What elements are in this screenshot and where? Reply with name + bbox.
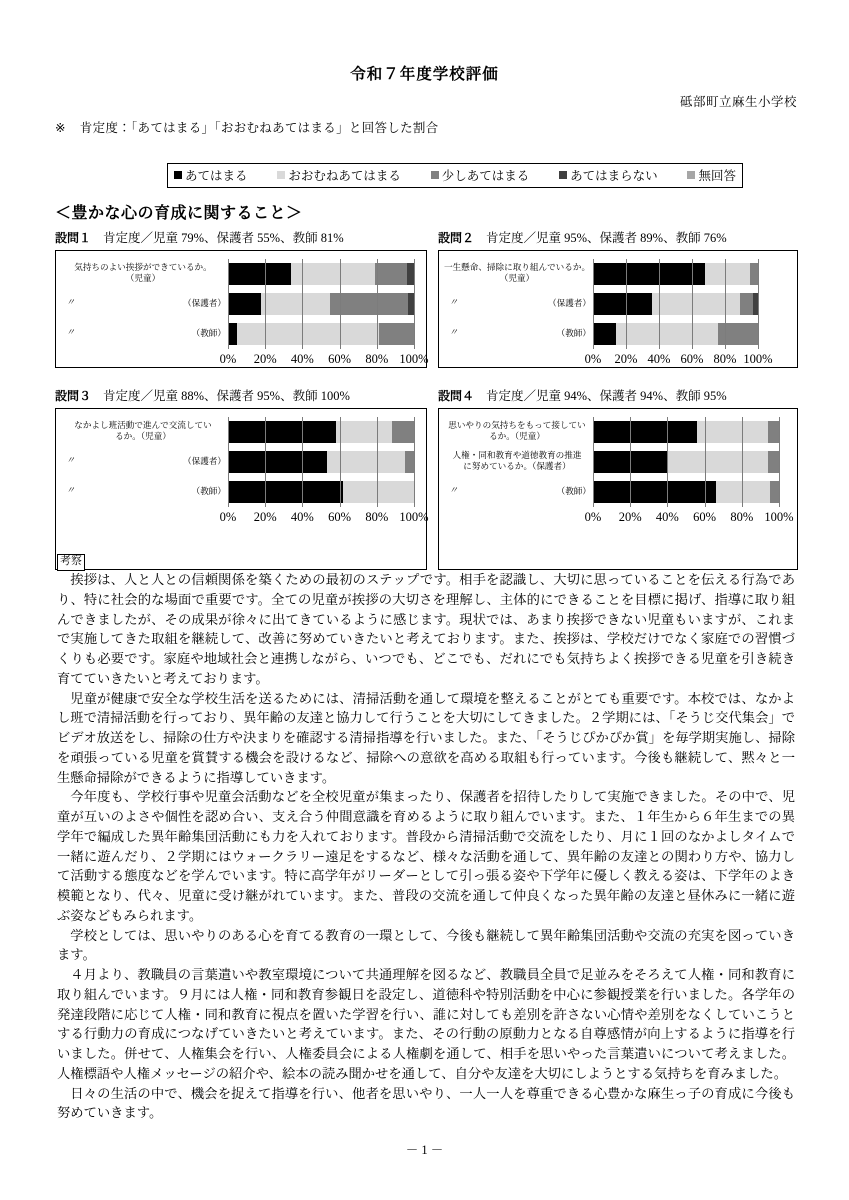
chart-row (60, 477, 420, 507)
bar-segment (593, 451, 667, 473)
chart-row-label (443, 298, 593, 309)
respondent-group: （保護者） (183, 456, 226, 467)
chart-block-q4 (438, 386, 798, 570)
bar-segment (237, 323, 378, 345)
stacked-bar (593, 263, 758, 285)
bar-segment (593, 481, 716, 503)
axis-tick-label: 0% (219, 352, 237, 366)
chart-x-axis (219, 510, 429, 528)
ditto-mark: 〃 (66, 486, 76, 497)
question-summary: 肯定度／児童 95%、保護者 89%、教師 76% (486, 231, 727, 245)
stacked-bar (593, 293, 758, 315)
chart-row (443, 319, 791, 349)
bar-segment (768, 421, 779, 443)
bar-segment (705, 263, 750, 285)
consideration-body (57, 570, 795, 1123)
bar-area (593, 447, 791, 477)
bar-area (228, 259, 420, 289)
question-summary: 肯定度／児童 88%、保護者 95%、教師 100% (103, 389, 350, 403)
axis-tick-label: 60% (693, 510, 717, 524)
chart-row-label (443, 263, 593, 284)
chart-rows (443, 417, 791, 507)
bar-segment (327, 451, 405, 473)
axis-tick-label: 20% (618, 510, 642, 524)
legend-swatch-icon (687, 171, 695, 179)
bar-segment (740, 293, 753, 315)
bar-segment (697, 421, 768, 443)
legend-label: おおむねあてはまる (288, 169, 401, 183)
stacked-bar (593, 421, 779, 443)
bar-area (593, 319, 791, 349)
bar-segment (336, 421, 392, 443)
bar-segment (330, 293, 408, 315)
chart-rows (60, 259, 420, 349)
bar-segment (768, 451, 779, 473)
axis-tick-label: 40% (647, 352, 671, 366)
bar-area (593, 417, 791, 447)
axis-tick-label: 20% (253, 510, 277, 524)
question-heading (438, 228, 798, 246)
chart-row-label (60, 298, 228, 309)
bar-segment (718, 323, 758, 345)
stacked-bar (228, 323, 414, 345)
axis-tick-label: 40% (655, 510, 679, 524)
question-number: 設問１ (55, 231, 92, 245)
respondent-group: （教師） (191, 328, 226, 339)
axis-tick-label: 100% (399, 510, 429, 524)
chart-row (60, 417, 420, 447)
chart-x-axis (219, 352, 429, 370)
chart-row (443, 417, 791, 447)
respondent-group: （教師） (191, 486, 226, 497)
axis-tick-label: 40% (290, 352, 314, 366)
bar-area (228, 417, 420, 447)
respondent-group: （児童） (499, 274, 535, 284)
axis-tick-label: 80% (730, 510, 754, 524)
question-number: 設問２ (438, 231, 475, 245)
ditto-mark: 〃 (66, 298, 76, 309)
chart-row (60, 447, 420, 477)
bar-segment (716, 481, 770, 503)
question-text-line: 人権・同和教育や道徳教育の推進 (452, 451, 582, 462)
consideration-paragraph: 挨拶は、人と人との信頼関係を築くための最初のステップです。相手を認識し、大切に思っていることを伝える行為であり、特に社会的な場面で重要です。全ての児童が挨拶の大切さを理解し、主体的にできることを目標に掲げ、指導に取り組んできましたが、その成果が徐々に出てきているように感じます。現状では、あまり挨拶できない児童もいますが、これまで実施してきた取組を継続して、改善に努めていきたいと考えております。また、挨拶は、学校だけでなく家庭での習慣づくりも必要です。家庭や地域社会と連携しながら、いつでも、どこでも、だれにでも気持ちよく挨拶できる児童を引き続き育てていきたいと考えております。 (57, 572, 795, 686)
axis-tick-label: 100% (764, 510, 794, 524)
legend-label: あてはまらない (570, 169, 658, 183)
chart-rows (60, 417, 420, 507)
chart-block-q1 (55, 228, 427, 368)
stacked-bar (593, 451, 779, 473)
bar-segment (407, 263, 414, 285)
chart-row-label (60, 486, 228, 497)
bar-segment (593, 323, 616, 345)
bar-segment (228, 293, 261, 315)
axis-tick-label: 20% (614, 352, 638, 366)
axis-tick-label: 60% (680, 352, 704, 366)
chart-legend (167, 163, 743, 188)
legend-label: 少しあてはまる (441, 169, 530, 183)
legend-item (687, 166, 736, 184)
chart-row-label (60, 456, 228, 467)
chart-frame (438, 250, 798, 368)
bar-segment (261, 293, 330, 315)
question-text-line: なかよし班活動で進んで交流してい (74, 421, 212, 432)
question-heading (438, 386, 798, 404)
bar-segment (228, 323, 237, 345)
axis-tick-label: 100% (743, 352, 773, 366)
bar-segment (408, 293, 414, 315)
bar-segment (405, 451, 414, 473)
bar-area (593, 259, 791, 289)
stacked-bar (228, 293, 414, 315)
axis-tick-label: 20% (253, 352, 277, 366)
respondent-group: るか。（児童） (489, 432, 545, 442)
question-text-line: 思いやりの気持ちをもって接してい (448, 421, 586, 432)
stacked-bar (228, 451, 414, 473)
axis-tick-label: 0% (584, 352, 602, 366)
ditto-mark: 〃 (449, 328, 459, 339)
school-name: 砥部町立麻生小学校 (679, 95, 797, 109)
chart-row (60, 289, 420, 319)
question-text-line: 気持ちのよい挨拶ができているか。 (74, 263, 212, 274)
stacked-bar (228, 421, 414, 443)
bar-area (228, 319, 420, 349)
question-heading (55, 228, 427, 246)
axis-tick-label: 40% (290, 510, 314, 524)
chart-row-label (443, 421, 593, 442)
respondent-group: （児童） (125, 274, 161, 284)
chart-x-axis (584, 510, 794, 528)
chart-row-label (443, 328, 593, 339)
axis-tick-label: 80% (365, 510, 389, 524)
consideration-paragraph: 児童が健康で安全な学校生活を送るためには、清掃活動を通して環境を整えることがとても重要です。本校では、なかよし班で清掃活動を行っており、異年齢の友達と協力して行うことを大切にしてきました。２学期には、「そうじ交代集会」でビデオ放送をし、掃除の仕方や決まりを確認する清掃指導を行いました。また、「そうじぴかぴか賞」を毎学期実施し、掃除を頑張っている児童を賞賛する機会を設けるなど、掃除への意欲を高める取組も行っています。今後も継続して、黙々と一生懸命掃除ができるように指導していきます。 (57, 690, 795, 785)
ditto-mark: 〃 (449, 298, 459, 309)
legend-label: 無回答 (698, 169, 736, 183)
question-heading (55, 386, 427, 404)
respondent-group: に努めているか。（保護者） (463, 462, 571, 472)
consideration-paragraph: 学校としては、思いやりのある心を育てる教育の一環として、今後も継続して異年齢集団活動や交流の充実を図っていきます。 (57, 927, 795, 963)
axis-tick-label: 100% (399, 352, 429, 366)
legend-label: あてはまる (185, 169, 248, 183)
legend-swatch-icon (431, 171, 439, 179)
question-summary: 肯定度／児童 79%、保護者 55%、教師 81% (103, 231, 344, 245)
stacked-bar (593, 323, 758, 345)
bar-segment (753, 293, 758, 315)
note-mark-icon: ※ (55, 121, 66, 135)
chart-block-q2 (438, 228, 798, 368)
question-summary: 肯定度／児童 94%、保護者 94%、教師 95% (486, 389, 727, 403)
chart-row-label (60, 263, 228, 284)
chart-x-axis (584, 352, 773, 370)
bar-segment (291, 263, 375, 285)
bar-area (593, 477, 791, 507)
legend-item (174, 166, 248, 184)
chart-row (443, 447, 791, 477)
note-text: 肯定度：「あてはまる」「おおむねあてはまる」と回答した割合 (79, 121, 439, 135)
respondent-group: （教師） (556, 486, 591, 497)
chart-row-label (60, 421, 228, 442)
chart-plot (56, 251, 429, 374)
legend-item (277, 166, 401, 184)
chart-row (443, 289, 791, 319)
chart-row (60, 259, 420, 289)
bar-segment (228, 263, 291, 285)
respondent-group: るか。（児童） (115, 432, 171, 442)
bar-segment (652, 293, 739, 315)
page-title: 令和７年度学校評価 (350, 65, 499, 83)
bar-segment (770, 481, 779, 503)
consideration-tag: 考察 (57, 554, 85, 571)
bar-segment (616, 323, 718, 345)
axis-tick-label: 80% (713, 352, 737, 366)
axis-tick-label: 60% (328, 352, 352, 366)
bar-segment (343, 481, 414, 503)
legend-item (559, 166, 658, 184)
question-number: 設問３ (55, 389, 92, 403)
bar-area (228, 447, 420, 477)
respondent-group: （保護者） (183, 298, 226, 309)
ditto-mark: 〃 (66, 456, 76, 467)
chart-row (443, 259, 791, 289)
bar-segment (379, 323, 414, 345)
page-number: － 1 － (405, 1143, 444, 1157)
chart-plot (439, 251, 797, 374)
chart-row (60, 319, 420, 349)
bar-segment (750, 263, 758, 285)
bar-segment (228, 481, 343, 503)
chart-plot (439, 409, 797, 532)
axis-tick-label: 0% (219, 510, 237, 524)
bar-area (593, 289, 791, 319)
bar-segment (228, 421, 336, 443)
chart-frame (55, 408, 427, 570)
consideration-paragraph: ４月より、教職員の言葉遣いや教室環境について共通理解を図るなど、教職員全員で足並みをそろえて人権・同和教育に取り組んでいます。９月には人権・同和教育参観日を設定し、道徳科や特別活動を中心に参観授業を行いました。各学年の発達段階に応じて人権・同和教育に視点を置いた学習を行い、誰に対しても差別を許さない心情や差別をなくしていこうとする行動力の育成につなげていきたいと考えています。また、その行動の原動力となる自尊感情が向上するように指導を行いました。併せて、人権集会を行い、人権委員会による人権劇を通して、相手を思いやった言葉遣いについて考えました。人権標語や人権メッセージの紹介や、絵本の読み聞かせを通して、自分や友達を大切にしようとする気持ちを育みました。 (57, 967, 795, 1081)
ditto-mark: 〃 (66, 328, 76, 339)
consideration-paragraph: 日々の生活の中で、機会を捉えて指導を行い、他者を思いやり、一人一人を尊重できる心豊かな麻生っ子の育成に今後も努めていきます。 (57, 1085, 795, 1121)
stacked-bar (228, 481, 414, 503)
axis-tick-label: 60% (328, 510, 352, 524)
chart-row-label (60, 328, 228, 339)
chart-row-label (443, 486, 593, 497)
axis-tick-label: 0% (584, 510, 602, 524)
section-heading: ＜豊かな心の育成に関すること＞ (55, 203, 303, 222)
bar-segment (375, 263, 407, 285)
bar-area (228, 289, 420, 319)
chart-frame (55, 250, 427, 368)
legend-item (431, 166, 530, 184)
legend-swatch-icon (277, 171, 285, 179)
bar-segment (667, 451, 767, 473)
legend-swatch-icon (559, 171, 567, 179)
question-text-line: 一生懸命、掃除に取り組んでいるか。 (443, 263, 591, 274)
question-number: 設問４ (438, 389, 475, 403)
respondent-group: （教師） (556, 328, 591, 339)
note-line (55, 118, 438, 136)
chart-block-q3 (55, 386, 427, 570)
respondent-group: （保護者） (548, 298, 591, 309)
bar-segment (392, 421, 414, 443)
bar-segment (593, 293, 652, 315)
bar-segment (593, 421, 697, 443)
axis-tick-label: 80% (365, 352, 389, 366)
chart-row-label (443, 451, 593, 472)
stacked-bar (593, 481, 779, 503)
consideration-paragraph: 今年度も、学校行事や児童会活動などを全校児童が集まったり、保護者を招待したりして実施できました。その中で、児童が互いのよさや個性を認め合い、支え合う仲間意識を育めるように取り組んでいます。また、１年生から６年生までの異学年で編成した異年齢集団活動にも力を入れております。普段から清掃活動で交流をしたり、月に１回のなかよしタイムで一緒に遊んだり、２学期にはウォークラリー遠足をするなど、様々な活動を通して、異年齢の友達との関わり方や、協力して活動する態度などを学んでいます。特に高学年がリーダーとして引っ張る姿や下学年に優しく教える姿は、下学年のよき模範となり、代々、児童に受け継がれています。また、普段の交流を通して仲良くなった異年齢の友達と昼休みに一緒に遊ぶ姿などもみられます。 (57, 789, 795, 923)
legend-swatch-icon (174, 171, 182, 179)
stacked-bar (228, 263, 414, 285)
bar-segment (593, 263, 705, 285)
bar-area (228, 477, 420, 507)
chart-rows (443, 259, 791, 349)
chart-frame (438, 408, 798, 570)
bar-segment (228, 451, 327, 473)
chart-row (443, 477, 791, 507)
ditto-mark: 〃 (449, 486, 459, 497)
chart-plot (56, 409, 429, 532)
